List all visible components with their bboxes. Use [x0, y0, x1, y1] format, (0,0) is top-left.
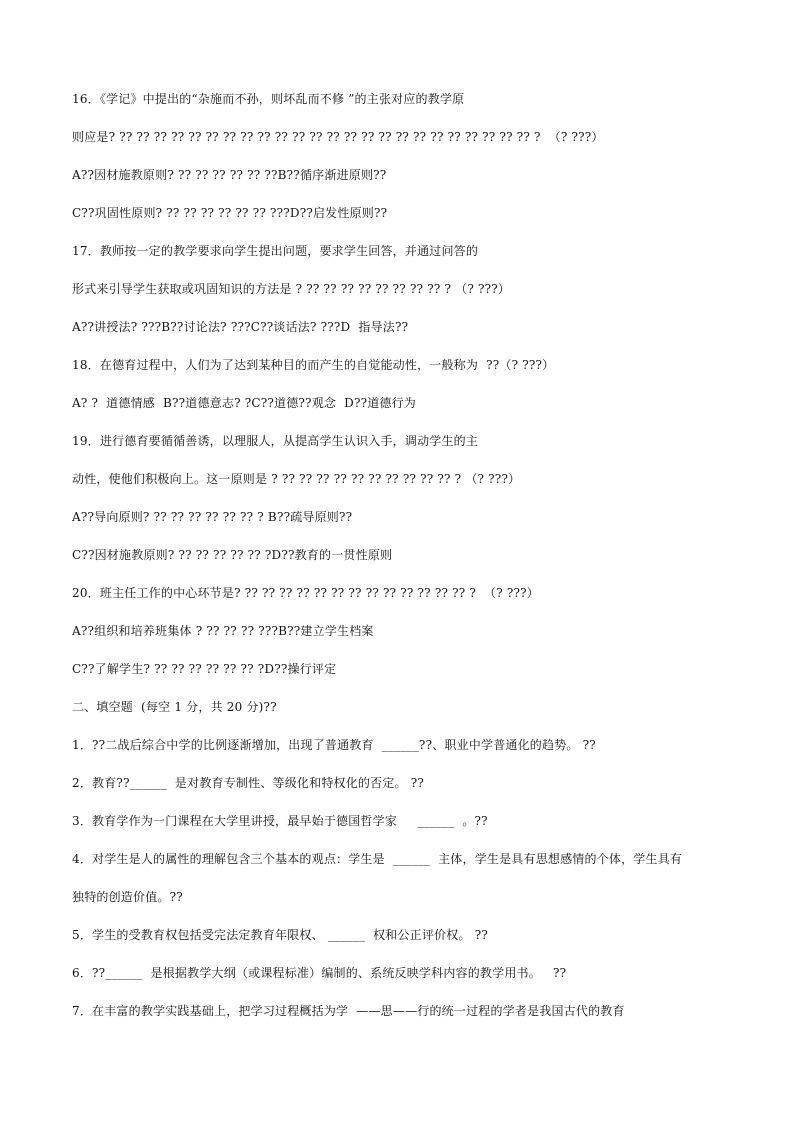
question-16-line-2: 则应是? ?? ?? ?? ?? ?? ?? ?? ?? ?? ?? ?? ?? ?? ?? ?? ?? ?? ?? ?? ?? ?? ?? ?? ?? ? （? ???） — [72, 130, 604, 144]
question-20-options-cd: C??了解学生? ?? ?? ?? ?? ?? ?? ?D??操行评定 — [72, 662, 337, 676]
fill-in-question-4-line-2: 独特的创造价值。?? — [72, 890, 183, 904]
question-19-line-2: 动性，使他们积极向上。这一原则是 ? ?? ?? ?? ?? ?? ?? ?? ?? ?? ?? ? （? ???） — [72, 472, 521, 486]
question-17-line-1: 17．教师按一定的教学要求向学生提出问题，要求学生回答，并通过问答的 — [72, 244, 479, 258]
fill-in-question-5: 5．学生的受教育权包括受完法定教育年限权、 ______ 权和公正评价权。 ?? — [72, 928, 488, 942]
question-17-line-2: 形式来引导学生获取或巩固知识的方法是 ? ?? ?? ?? ?? ?? ?? ?? ?? ? （? ???） — [72, 282, 511, 296]
question-19-options-ab: A??导向原则? ?? ?? ?? ?? ?? ?? ? B??疏导原则?? — [72, 510, 353, 524]
question-19-line-1: 19．进行德育要循循善诱，以理服人，从提高学生认识入手，调动学生的主 — [72, 434, 479, 448]
section-fill-in-heading: 二、填空题 (每空 1 分，共 20 分)?? — [72, 700, 277, 714]
question-17-options: A??讲授法? ???B??讨论法? ???C??谈话法? ???D 指导法?? — [72, 320, 409, 334]
question-20-line: 20．班主任工作的中心环节是? ?? ?? ?? ?? ?? ?? ?? ?? ?? ?? ?? ?? ?? ? （? ???） — [72, 586, 539, 600]
question-20-options-ab: A??组织和培养班集体 ? ?? ?? ?? ???B??建立学生档案 — [72, 624, 374, 638]
question-16-options-ab: A??因材施教原则? ?? ?? ?? ?? ?? ??B??循序渐进原则?? — [72, 168, 387, 182]
question-18-line: 18．在德育过程中，人们为了达到某种目的而产生的自觉能动性，一般称为 ??（? ???） — [72, 358, 555, 372]
fill-in-question-7: 7．在丰富的教学实践基础上，把学习过程概括为学 ——思——行的统一过程的学者是我国古代的教育 — [72, 1004, 625, 1018]
fill-in-question-2: 2．教育??______ 是对教育专制性、等级化和特权化的否定。 ?? — [72, 776, 425, 790]
fill-in-question-4-line-1: 4．对学生是人的属性的理解包含三个基本的观点：学生是 ______ 主体，学生是具有思想感情的个体，学生具有 — [72, 852, 683, 866]
fill-in-question-1: 1．??二战后综合中学的比例逐渐增加，出现了普通教育 ______??、职业中学普通化的趋势。 ?? — [72, 738, 596, 752]
fill-in-question-3: 3．教育学作为一门课程在大学里讲授，最早始于德国哲学家 ______ 。?? — [72, 814, 488, 828]
fill-in-question-6: 6．??______ 是根据教学大纲（或课程标准）编制的、系统反映学科内容的教学用书。 ?? — [72, 966, 567, 980]
question-16-line-1: 16．《学记》中提出的“杂施而不孙，则坏乱而不修 ”的主张对应的教学原 — [72, 92, 465, 106]
question-18-options: A? ? 道德情感 B??道德意志? ?C??道德??观念 D??道德行为 — [72, 396, 417, 410]
question-19-options-cd: C??因材施教原则? ?? ?? ?? ?? ?? ?D??教育的一贯性原则 — [72, 548, 393, 562]
question-16-options-cd: C??巩固性原则? ?? ?? ?? ?? ?? ?? ???D??启发性原则?? — [72, 206, 388, 220]
